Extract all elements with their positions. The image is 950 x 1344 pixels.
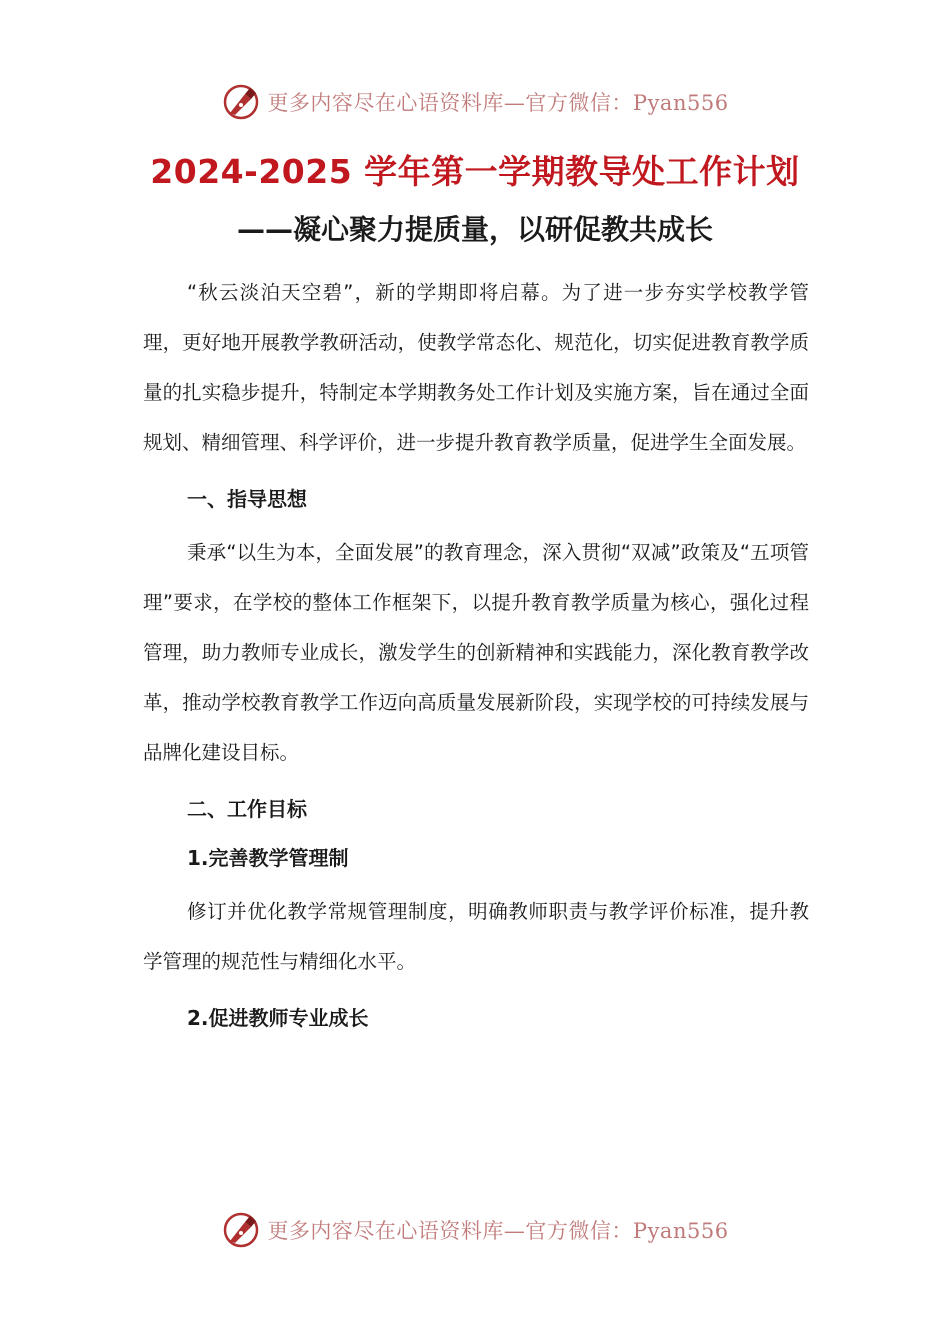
intro-paragraph: “秋云淡泊天空碧”，新的学期即将启幕。为了进一步夯实学校教学管理，更好地开展教学教研活动，使教学常态化、规范化，切实促进教育教学质量的扎实稳步提升，特制定本学期教务处工作计划及实施方案，旨在通过全面规划、精细管理、科学评价，进一步提升教育教学质量，促进学生全面发展。 [143, 281, 809, 454]
pen-nib-logo-icon [221, 82, 261, 122]
goal-heading-management-system: 1.完善教学管理制 [187, 846, 349, 870]
footer-banner [0, 1210, 950, 1250]
goal-heading-teacher-growth: 2.促进教师专业成长 [187, 1006, 369, 1030]
document-body [143, 268, 809, 1036]
document-title: 2024-2025 学年第一学期教导处工作计划 [150, 152, 800, 191]
banner-text: 更多内容尽在心语资料库—官方微信：Pyan556 [267, 1219, 729, 1243]
management-system-paragraph: 修订并优化教学常规管理制度，明确教师职责与教学评价标准，提升教学管理的规范性与精细化水平。 [143, 900, 809, 973]
pen-nib-logo-icon [221, 1210, 261, 1250]
section-heading-guiding-ideology: 一、指导思想 [187, 487, 307, 511]
header-banner [0, 82, 950, 122]
banner-text: 更多内容尽在心语资料库—官方微信：Pyan556 [267, 91, 729, 115]
document-subtitle: ——凝心聚力提质量，以研促教共成长 [236, 213, 713, 246]
guiding-ideology-paragraph: 秉承“以生为本，全面发展”的教育理念，深入贯彻“双减”政策及“五项管理”要求，在学校的整体工作框架下，以提升教育教学质量为核心，强化过程管理，助力教师专业成长，激发学生的创新精神和实践能力，深化教育教学改革，推动学校教育教学工作迈向高质量发展新阶段，实现学校的可持续发展与品牌化建设目标。 [143, 541, 809, 764]
section-heading-work-goals: 二、工作目标 [187, 797, 307, 821]
